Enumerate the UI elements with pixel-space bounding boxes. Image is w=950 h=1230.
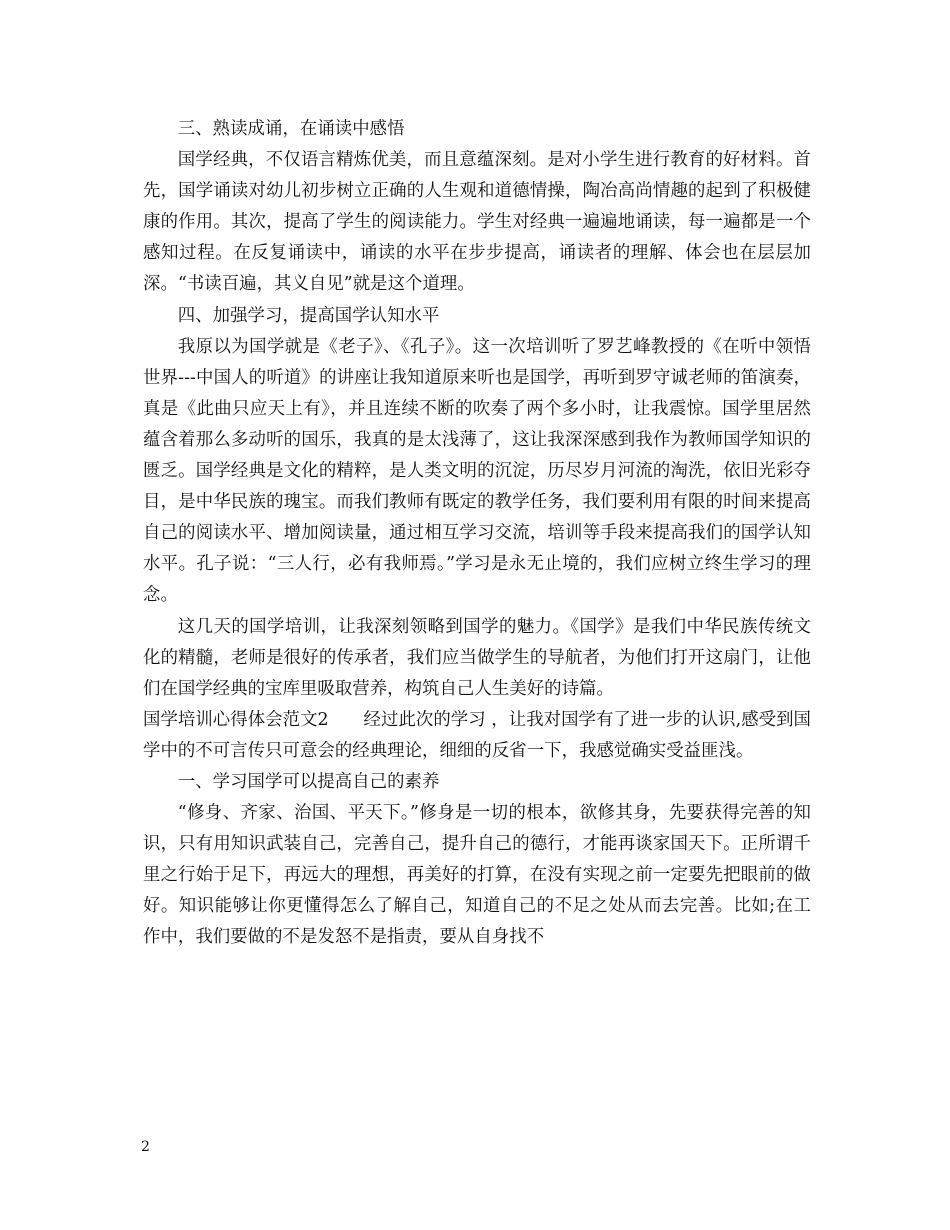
- heading-section-one: 一、学习国学可以提高自己的素养: [177, 771, 440, 792]
- paragraph-training-experience: 我原以为国学就是《老子》、《孔子》。这一次培训听了罗艺峰教授的《在听中领悟世界---中国人的听道》的讲座让我知道原来听也是国学，再听到罗守诚老师的笛演奏，真是《此曲只应天上有》，并且连续不断的吹奏了两个多小时，让我震惊。国学里居然蕴含着那么多动听的国乐，我真的是太浅薄了，这让我深深感到我作为教师国学知识的匮乏。国学经典是文化的精粹，是人类文明的沉淀，历尽岁月河流的淘洗，依旧光彩夺目，是中华民族的瑰宝。而我们教师有既定的教学任务，我们要利用有限的时间来提高自己的阅读水平、增加阅读量，通过相互学习交流，培训等手段来提高我们的国学认知水平。孔子说：“三人行，必有我师焉。”学习是永无止境的，我们应树立终生学习的理念。: [143, 336, 811, 606]
- heading-section-four: 四、加强学习，提高国学认知水平: [177, 305, 440, 326]
- paragraph-sample-essay-two: 国学培训心得体会范文2 经过此次的学习 ，让我对国学有了进一步的认识,感受到国学中的不可言传只可意会的经典理论，细细的反省一下，我感觉确实受益匪浅。: [143, 709, 811, 761]
- paragraph-charm-of-guoxue: 这几天的国学培训，让我深刻领略到国学的魅力。《国学》是我们中华民族传统文化的精髓，老师是很好的传承者，我们应当做学生的导航者，为他们打开这扇门，让他们在国学经典的宝库里吸取营养，构筑自己人生美好的诗篇。: [143, 616, 811, 699]
- paragraph-self-cultivation: “修身、齐家、治国、平天下。”修身是一切的根本，欲修其身，先要获得完善的知识，只有用知识武装自己，完善自己，提升自己的德行，才能再谈家国天下。正所谓千里之行始于足下，再远大的理想，再美好的打算，在没有实现之前一定要先把眼前的做好。知识能够让你更懂得怎么了解自己，知道自己的不足之处从而去完善。比如;在工作中，我们要做的不是发怒不是指责，要从自身找不: [143, 803, 811, 948]
- page-number: 2: [141, 1139, 150, 1155]
- paragraph-classics-recitation: 国学经典，不仅语言精炼优美，而且意蕴深刻。是对小学生进行教育的好材料。首先，国学诵读对幼儿初步树立正确的人生观和道德情操，陶冶高尚情趣的起到了积极健康的作用。其次，提高了学生的阅读能力。学生对经典一遍遍地诵读，每一遍都是一个感知过程。在反复诵读中，诵读的水平在步步提高，诵读者的理解、体会也在层层加深。“书读百遍，其义自见”就是这个道理。: [143, 150, 811, 295]
- heading-section-three: 三、熟读成诵，在诵读中感悟: [177, 119, 405, 139]
- document-body: [143, 114, 811, 954]
